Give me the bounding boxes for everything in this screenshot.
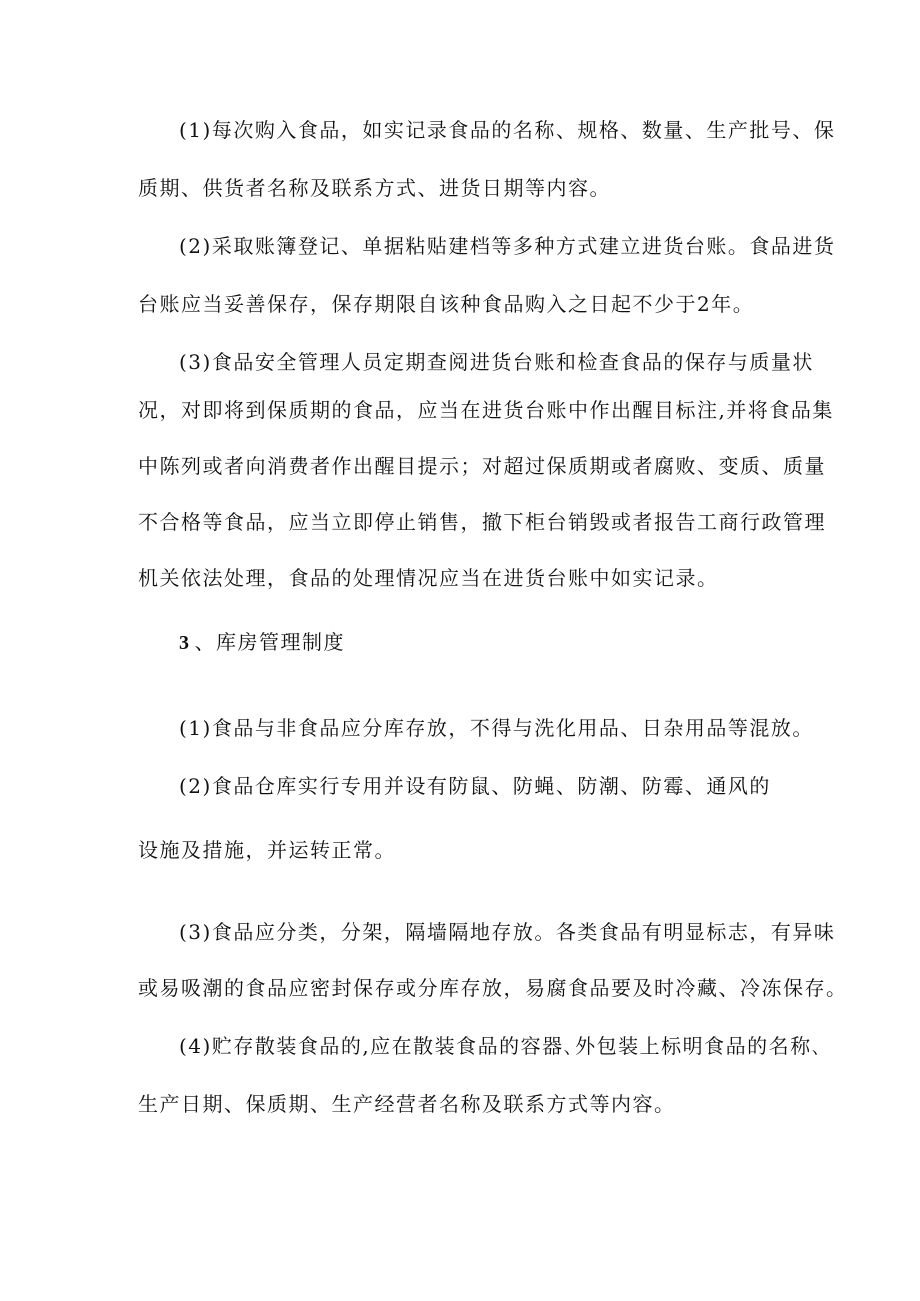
item1-line1: (1)食品与非食品应分库存放，不得与洗化用品、日杂用品等混放。	[179, 716, 814, 740]
item4-line2: 生产日期、保质期、生产经营者名称及联系方式等内容。	[138, 1092, 676, 1116]
para3-line2: 况，对即将到保质期的食品，应当在进货台账中作出醒目标注,并将食品集	[138, 398, 834, 422]
para2-line1: (2)采取账簿登记、单据粘贴建档等多种方式建立进货台账。食品进货	[179, 234, 836, 258]
section-number: 3	[179, 632, 191, 654]
item4-line1: (4)贮存散装食品的,应在散装食品的容器､外包装上标明食品的名称､	[179, 1034, 824, 1058]
section-title: 、库房管理制度	[194, 630, 345, 654]
para2-line2: 台账应当妥善保存，保存期限自该种食品购入之日起不少于2年。	[138, 292, 755, 316]
para1-line1: (1)每次购入食品，如实记录食品的名称、规格、数量、生产批号、保	[179, 118, 836, 142]
para3-line1: (3)食品安全管理人员定期查阅进货台账和检查食品的保存与质量状	[179, 350, 814, 374]
item2-line2: 设施及措施，并运转正常。	[138, 838, 396, 862]
para3-line4: 不合格等食品，应当立即停止销售，撤下柜台销毁或者报告工商行政管理	[138, 510, 826, 534]
item3-line1: (3)食品应分类，分架，隔墙隔地存放。各类食品有明显标志，有异味	[179, 920, 836, 944]
para3-line3: 中陈列或者向消费者作出醒目提示；对超过保质期或者腐败、变质、质量	[138, 454, 826, 478]
para3-line5: 机关依法处理，食品的处理情况应当在进货台账中如实记录。	[138, 566, 719, 590]
section-heading	[179, 630, 345, 655]
item3-line2: 或易吸潮的食品应密封保存或分库存放，易腐食品要及时冷藏、冷冻保存。	[138, 976, 848, 1000]
para1-line2: 质期、供货者名称及联系方式、进货日期等内容。	[138, 176, 611, 200]
item2-line1: (2)食品仓库实行专用并设有防鼠、防蝇、防潮、防霉、通风的	[179, 774, 771, 798]
